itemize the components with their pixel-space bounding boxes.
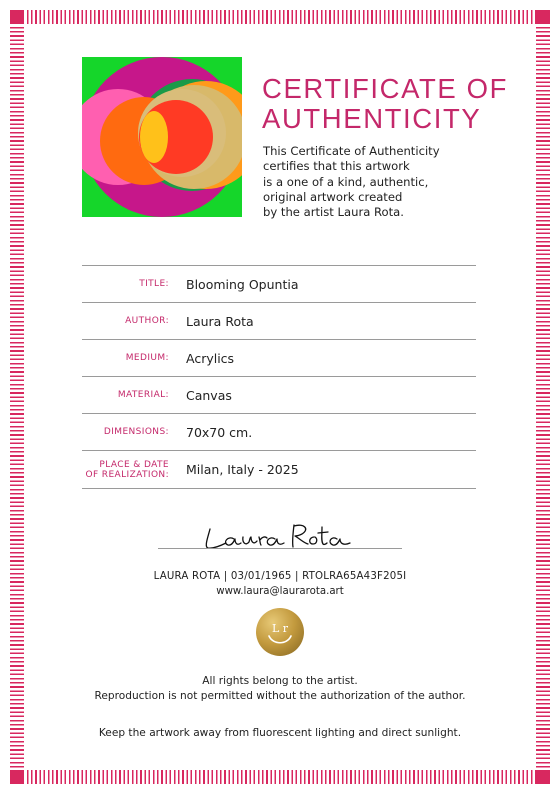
intro-line: certifies that this artwork — [263, 159, 410, 174]
signature-line — [158, 548, 402, 549]
title-line-2: AUTHENTICITY — [262, 103, 482, 134]
border-right — [536, 10, 550, 784]
detail-row-place-date — [82, 450, 476, 489]
care-instructions: Keep the artwork away from fluorescent lighting and direct sunlight. — [98, 727, 462, 739]
detail-label: TITLE: — [139, 279, 169, 289]
rights-notice — [0, 674, 560, 704]
corner-top-right — [536, 10, 550, 24]
artist-logo-seal — [255, 607, 305, 657]
detail-label — [82, 460, 169, 480]
title-line-1: CERTIFICATE OF — [262, 73, 508, 104]
intro-line: This Certificate of Authenticity — [263, 144, 440, 158]
detail-row-author — [82, 302, 476, 339]
corner-top-left — [10, 10, 24, 24]
corner-bottom-right — [536, 770, 550, 784]
detail-label: DIMENSIONS: — [103, 427, 169, 437]
intro-line: by the artist Laura Rota. — [263, 205, 404, 220]
detail-value: Blooming Opuntia — [186, 276, 299, 292]
detail-value: Milan, Italy - 2025 — [186, 462, 299, 477]
detail-label: MEDIUM: — [125, 353, 169, 363]
detail-row-material — [82, 376, 476, 413]
intro-line: is a one of a kind, authentic, — [263, 174, 429, 189]
border-top — [10, 10, 550, 24]
border-left — [10, 10, 24, 784]
intro-text — [263, 144, 503, 220]
detail-label-line: OF REALIZATION: — [85, 469, 169, 480]
artist-website: www.laura@laurarota.art — [216, 586, 344, 597]
detail-value: Laura Rota — [186, 313, 254, 329]
rights-line: All rights belong to the artist. — [202, 675, 358, 687]
detail-label: AUTHOR: — [125, 316, 169, 326]
certificate-title — [262, 74, 512, 134]
artist-id-line: LAURA ROTA | 03/01/1965 | RTOLRA65A43F205I — [153, 571, 407, 582]
detail-row-title — [82, 265, 476, 302]
rights-line: Reproduction is not permitted without the authorization of the author. — [94, 690, 466, 702]
detail-row-dimensions — [82, 413, 476, 450]
detail-label: MATERIAL: — [117, 390, 169, 400]
detail-label-line: PLACE & DATE — [99, 459, 169, 470]
border-bottom — [10, 770, 550, 784]
artwork-image — [82, 57, 242, 217]
logo-letters: L r — [271, 622, 289, 635]
detail-value: Acrylics — [186, 350, 235, 366]
detail-value: 70x70 cm. — [186, 424, 253, 440]
details-table — [82, 265, 476, 489]
corner-bottom-left — [10, 770, 24, 784]
detail-row-medium — [82, 339, 476, 376]
intro-line: original artwork created — [263, 189, 403, 204]
artist-signature — [196, 515, 356, 555]
detail-value: Canvas — [186, 387, 232, 403]
